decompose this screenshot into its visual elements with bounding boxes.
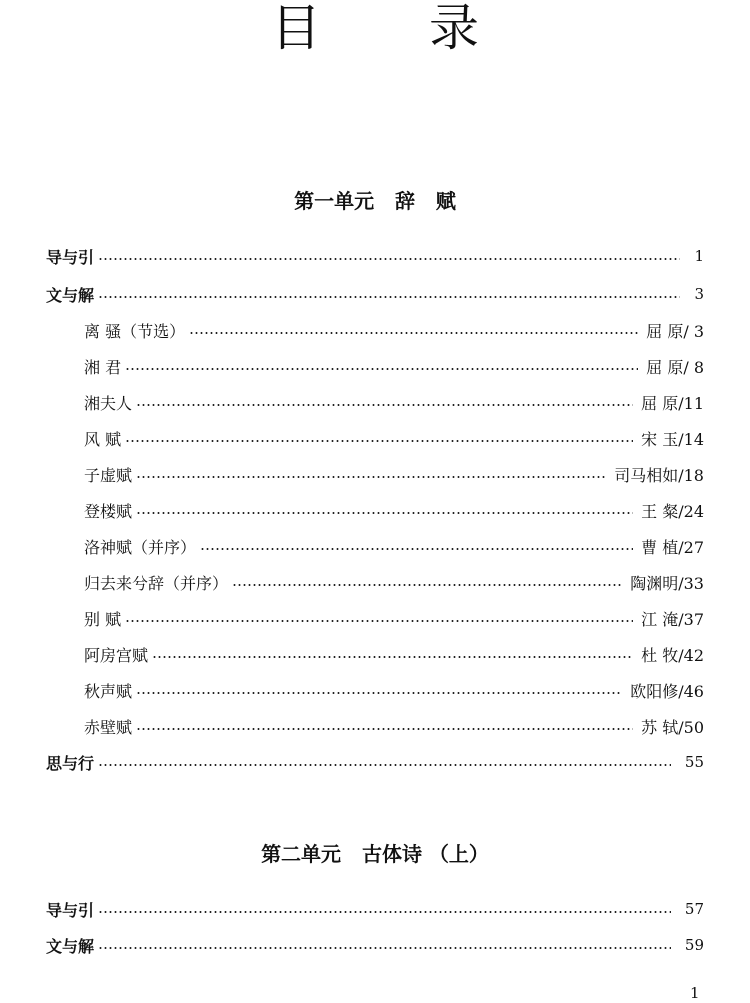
dot-leader <box>98 911 671 913</box>
toc-entry-author-page: 欧阳修/46 <box>630 681 704 701</box>
toc-entry-title: 湘夫人 <box>84 393 133 413</box>
page-title: 目 录 <box>271 0 525 57</box>
toc-entry-title: 离 骚（节选） <box>84 321 186 341</box>
dot-leader <box>125 440 633 442</box>
toc-entry-title: 子虚赋 <box>84 465 133 485</box>
toc-page-number: 57 <box>684 900 704 918</box>
toc-entry-row[interactable] <box>84 461 704 487</box>
toc-entry-author-page: 陶渊明/33 <box>630 573 704 593</box>
dot-leader <box>98 764 671 766</box>
toc-entry-row[interactable] <box>84 497 704 523</box>
toc-entry-title: 洛神赋（并序） <box>84 537 197 557</box>
toc-entry-row[interactable] <box>84 641 704 667</box>
toc-entry-row[interactable] <box>84 425 704 451</box>
toc-entry-author-page: 屈 原/ 8 <box>646 357 704 377</box>
toc-section-row[interactable] <box>46 749 704 775</box>
toc-section-row[interactable] <box>46 932 704 958</box>
toc-entry-author-page: 曹 植/27 <box>641 537 704 557</box>
toc-entry-row[interactable] <box>84 389 704 415</box>
toc-section-label: 文与解 <box>46 936 95 956</box>
toc-entry-row[interactable] <box>84 317 704 343</box>
dot-leader <box>125 368 638 370</box>
toc-page-number: 59 <box>684 936 704 954</box>
toc-entry-row[interactable] <box>84 533 704 559</box>
toc-entry-row[interactable] <box>84 569 704 595</box>
toc-section-row[interactable] <box>46 281 704 307</box>
toc-page-number: 55 <box>684 753 704 771</box>
toc-entry-row[interactable] <box>84 605 704 631</box>
toc-entry-row[interactable] <box>84 713 704 739</box>
toc-section-row[interactable] <box>46 896 704 922</box>
toc-entry-row[interactable] <box>84 677 704 703</box>
toc-entry-title: 秋声赋 <box>84 681 133 701</box>
dot-leader <box>125 620 633 622</box>
dot-leader <box>136 512 633 514</box>
unit-1-heading: 第一单元 辞 赋 <box>294 189 456 213</box>
toc-section-label: 导与引 <box>46 900 95 920</box>
toc-entry-author-page: 苏 轼/50 <box>641 717 704 737</box>
toc-entry-author-page: 杜 牧/42 <box>641 645 704 665</box>
toc-section-row[interactable] <box>46 243 704 269</box>
toc-entry-author-page: 王 粲/24 <box>641 501 704 521</box>
unit-2-heading: 第二单元 古体诗 （上） <box>261 842 489 866</box>
toc-entry-title: 风 赋 <box>84 429 122 449</box>
dot-leader <box>136 476 606 478</box>
toc-section-label: 导与引 <box>46 247 95 267</box>
toc-entry-title: 湘 君 <box>84 357 122 377</box>
dot-leader <box>98 296 680 298</box>
toc-entry-title: 赤壁赋 <box>84 717 133 737</box>
toc-entry-author-page: 江 淹/37 <box>641 609 704 629</box>
toc-entry-title: 阿房宫赋 <box>84 645 149 665</box>
toc-entry-author-page: 屈 原/11 <box>641 393 704 413</box>
toc-entry-author-page: 司马相如/18 <box>614 465 704 485</box>
toc-entry-author-page: 宋 玉/14 <box>641 429 704 449</box>
dot-leader <box>232 584 622 586</box>
dot-leader <box>136 404 633 406</box>
dot-leader <box>200 548 633 550</box>
dot-leader <box>136 692 622 694</box>
toc-entry-row[interactable] <box>84 353 704 379</box>
dot-leader <box>189 332 638 334</box>
toc-entry-author-page: 屈 原/ 3 <box>646 321 704 341</box>
footer-page-number: 1 <box>690 984 700 1002</box>
dot-leader <box>98 947 671 949</box>
dot-leader <box>152 656 633 658</box>
dot-leader <box>98 258 680 260</box>
dot-leader <box>136 728 633 730</box>
toc-section-label: 思与行 <box>46 753 95 773</box>
toc-entry-title: 登楼赋 <box>84 501 133 521</box>
toc-page-number: 3 <box>694 285 704 303</box>
toc-entry-title: 归去来兮辞（并序） <box>84 573 229 593</box>
toc-section-label: 文与解 <box>46 285 95 305</box>
toc-page-number: 1 <box>694 247 704 265</box>
toc-entry-title: 别 赋 <box>84 609 122 629</box>
